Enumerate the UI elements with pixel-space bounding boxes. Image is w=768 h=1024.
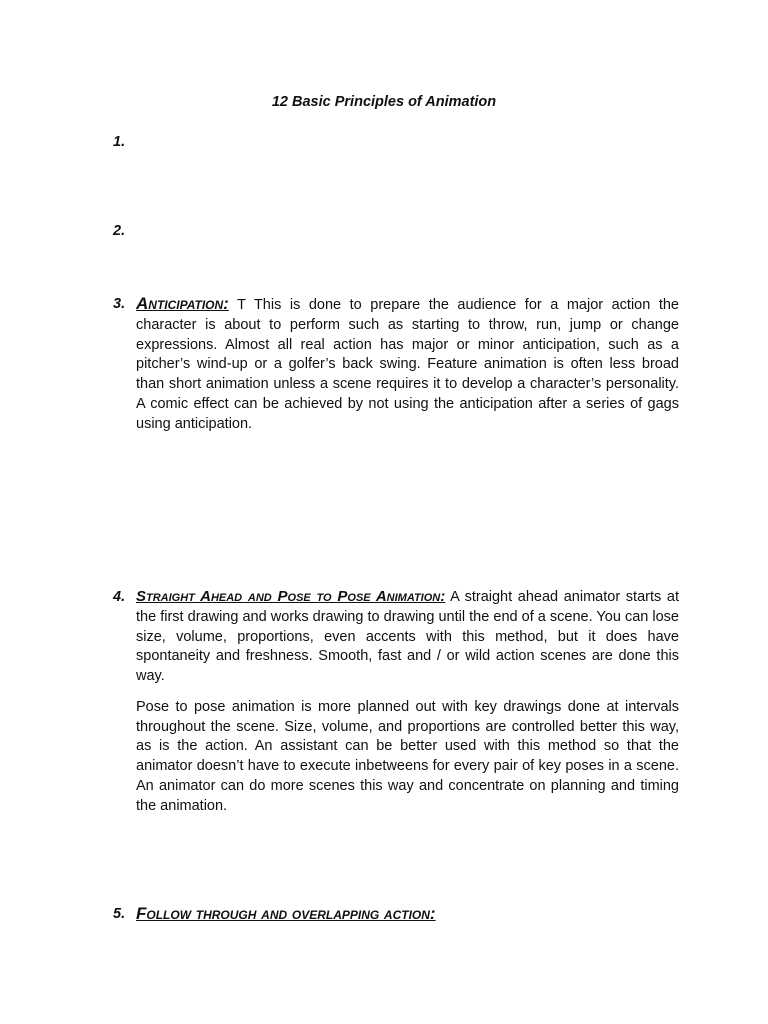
section-text: T This is done to prepare the audience for a major action the character is about to perform such as starting to throw, run, jump or change expressions. Almost all real action has major or minor anticipation, such as a pitcher’s wind-up or a golfer’s back swing. Feature animation is often less broad than short animation unless a scene requires it to develop a character’s personality. A comic effect can be achieved by not using the anticipation after a series of gags using anticipation. <box>136 297 679 432</box>
section-heading-anticipation: Anticipation: <box>136 294 229 313</box>
document-title: 12 Basic Principles of Animation <box>271 94 497 110</box>
section-heading-follow-through: Follow through and overlapping action: <box>136 904 436 923</box>
item-body <box>136 587 679 687</box>
item-number: 2. <box>113 223 126 239</box>
item-body <box>136 904 679 926</box>
item-number: 1. <box>113 134 126 150</box>
item-number: 4. <box>113 589 126 605</box>
list-item-5 <box>113 904 679 926</box>
item-number: 5. <box>113 906 126 922</box>
section-text: A straight ahead animator starts at the first drawing and works drawing to drawing until the end of a scene. You can lose size, volume, proportions, even accents with this method, but it does have spontaneity and freshness. Smooth, fast and / or wild action scenes are done this way. <box>136 589 679 684</box>
item-body <box>136 294 679 434</box>
section-heading-straight-ahead: Straight Ahead and Pose to Pose Animation: <box>136 588 446 605</box>
item-body-paragraph-2: Pose to pose animation is more planned out with key drawings done at intervals throughout the scene. Size, volume, and proportions are controlled better this way, as is the action. An assistant can be better used with this method so that the animator doesn’t have to execute inbetweens for every pair of key poses in a scene. An animator can do more scenes this way and concentrate on planning and timing the animation. <box>136 698 679 814</box>
list-item-4 <box>113 587 679 816</box>
item-number: 3. <box>113 296 126 312</box>
list-item-3 <box>113 294 679 434</box>
